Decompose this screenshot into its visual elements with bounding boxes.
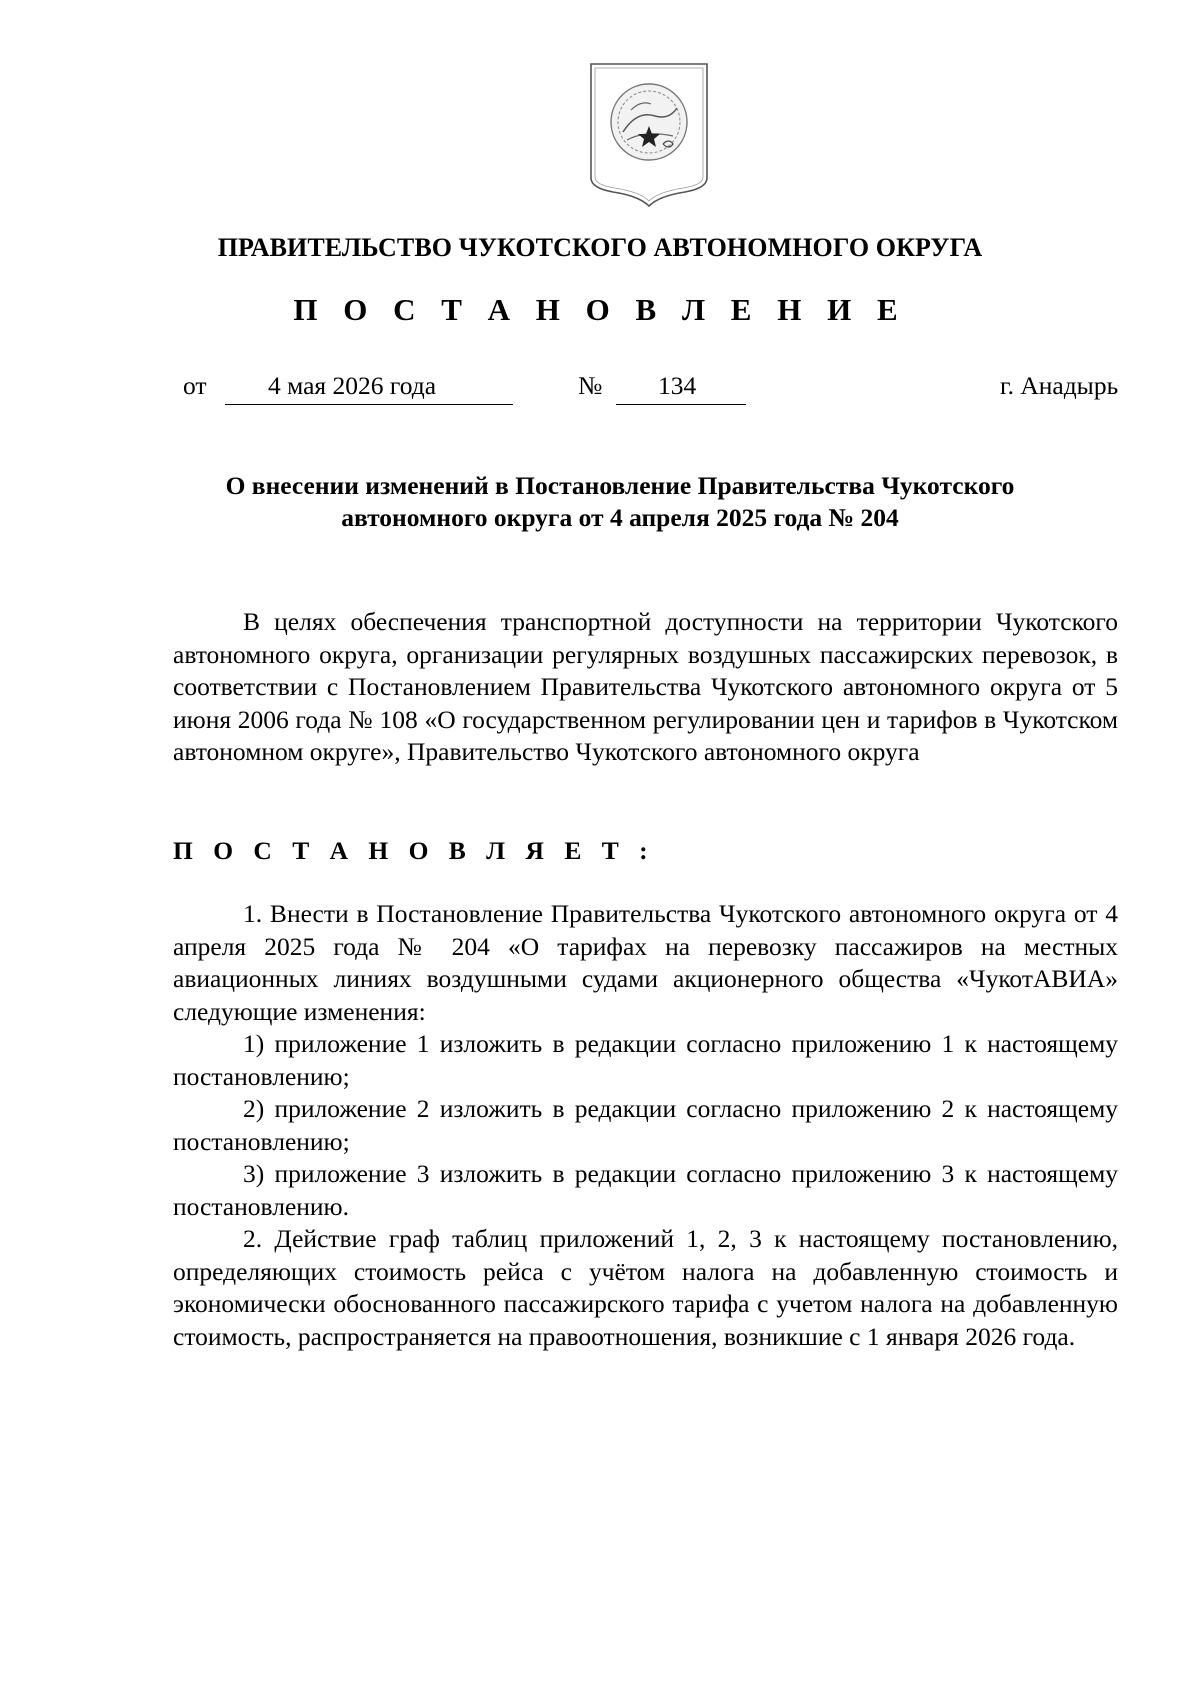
organization-heading: ПРАВИТЕЛЬСТВО ЧУКОТСКОГО АВТОНОМНОГО ОКРУГА (217, 233, 983, 262)
decree-items (173, 898, 1118, 1353)
item-1-sub-1: 1) приложение 1 изложить в редакции согласно приложению 1 к настоящему постановлению; (173, 1029, 1118, 1091)
document-place: г. Анадырь (1000, 371, 1119, 400)
date-underline (225, 404, 513, 405)
item-1: 1. Внести в Постановление Правительства Чукотского автономного округа от 4 апреля 2025 года № 204 «О тарифах на перевозку пассажиров на местных авиационных линиях воздушными судами акционерного общества «ЧукотАВИА» следующие изменения: (173, 899, 1118, 1026)
coat-of-arms-icon (585, 60, 713, 210)
document-title-line-1: О внесении изменений в Постановление Правительства Чукотского (225, 471, 1015, 500)
document-title (160, 470, 1080, 534)
preamble-paragraph: В целях обеспечения транспортной доступности на территории Чукотского автономного округа, организации регулярных воздушных пассажирских перевозок, в соответствии с Постановлением Правительства Чукотского автономного округа от 5 июня 2006 года № 108 «О государственном регулировании цен и тарифов в Чукотском автономном округе», Правительство Чукотского автономного округа (173, 607, 1118, 766)
document-number: 134 (658, 371, 697, 400)
document-title-line-2: автономного округа от 4 апреля 2025 года № 204 (341, 503, 899, 532)
decree-heading: П О С Т А Н О В Л Я Е Т : (173, 836, 655, 865)
number-prefix: № (578, 371, 603, 400)
document-date: 4 мая 2026 года (268, 371, 437, 400)
document-type-heading: П О С Т А Н О В Л Е Н И Е (293, 292, 907, 327)
item-1-sub-2: 2) приложение 2 изложить в редакции согласно приложению 2 к настоящему постановлению; (173, 1094, 1118, 1156)
date-prefix: от (183, 371, 207, 400)
number-underline (616, 404, 746, 405)
item-2: 2. Действие граф таблиц приложений 1, 2, 3 к настоящему постановлению, определяющих стоимость рейса с учётом налога на добавленную стоимость и экономически обоснованного пассажирского тарифа с учетом налога на добавленную стоимость, распространяется на правоотношения, возникшие с 1 января 2026 года. (173, 1224, 1118, 1351)
item-1-sub-3: 3) приложение 3 изложить в редакции согласно приложению 3 к настоящему постановлению. (173, 1159, 1118, 1221)
